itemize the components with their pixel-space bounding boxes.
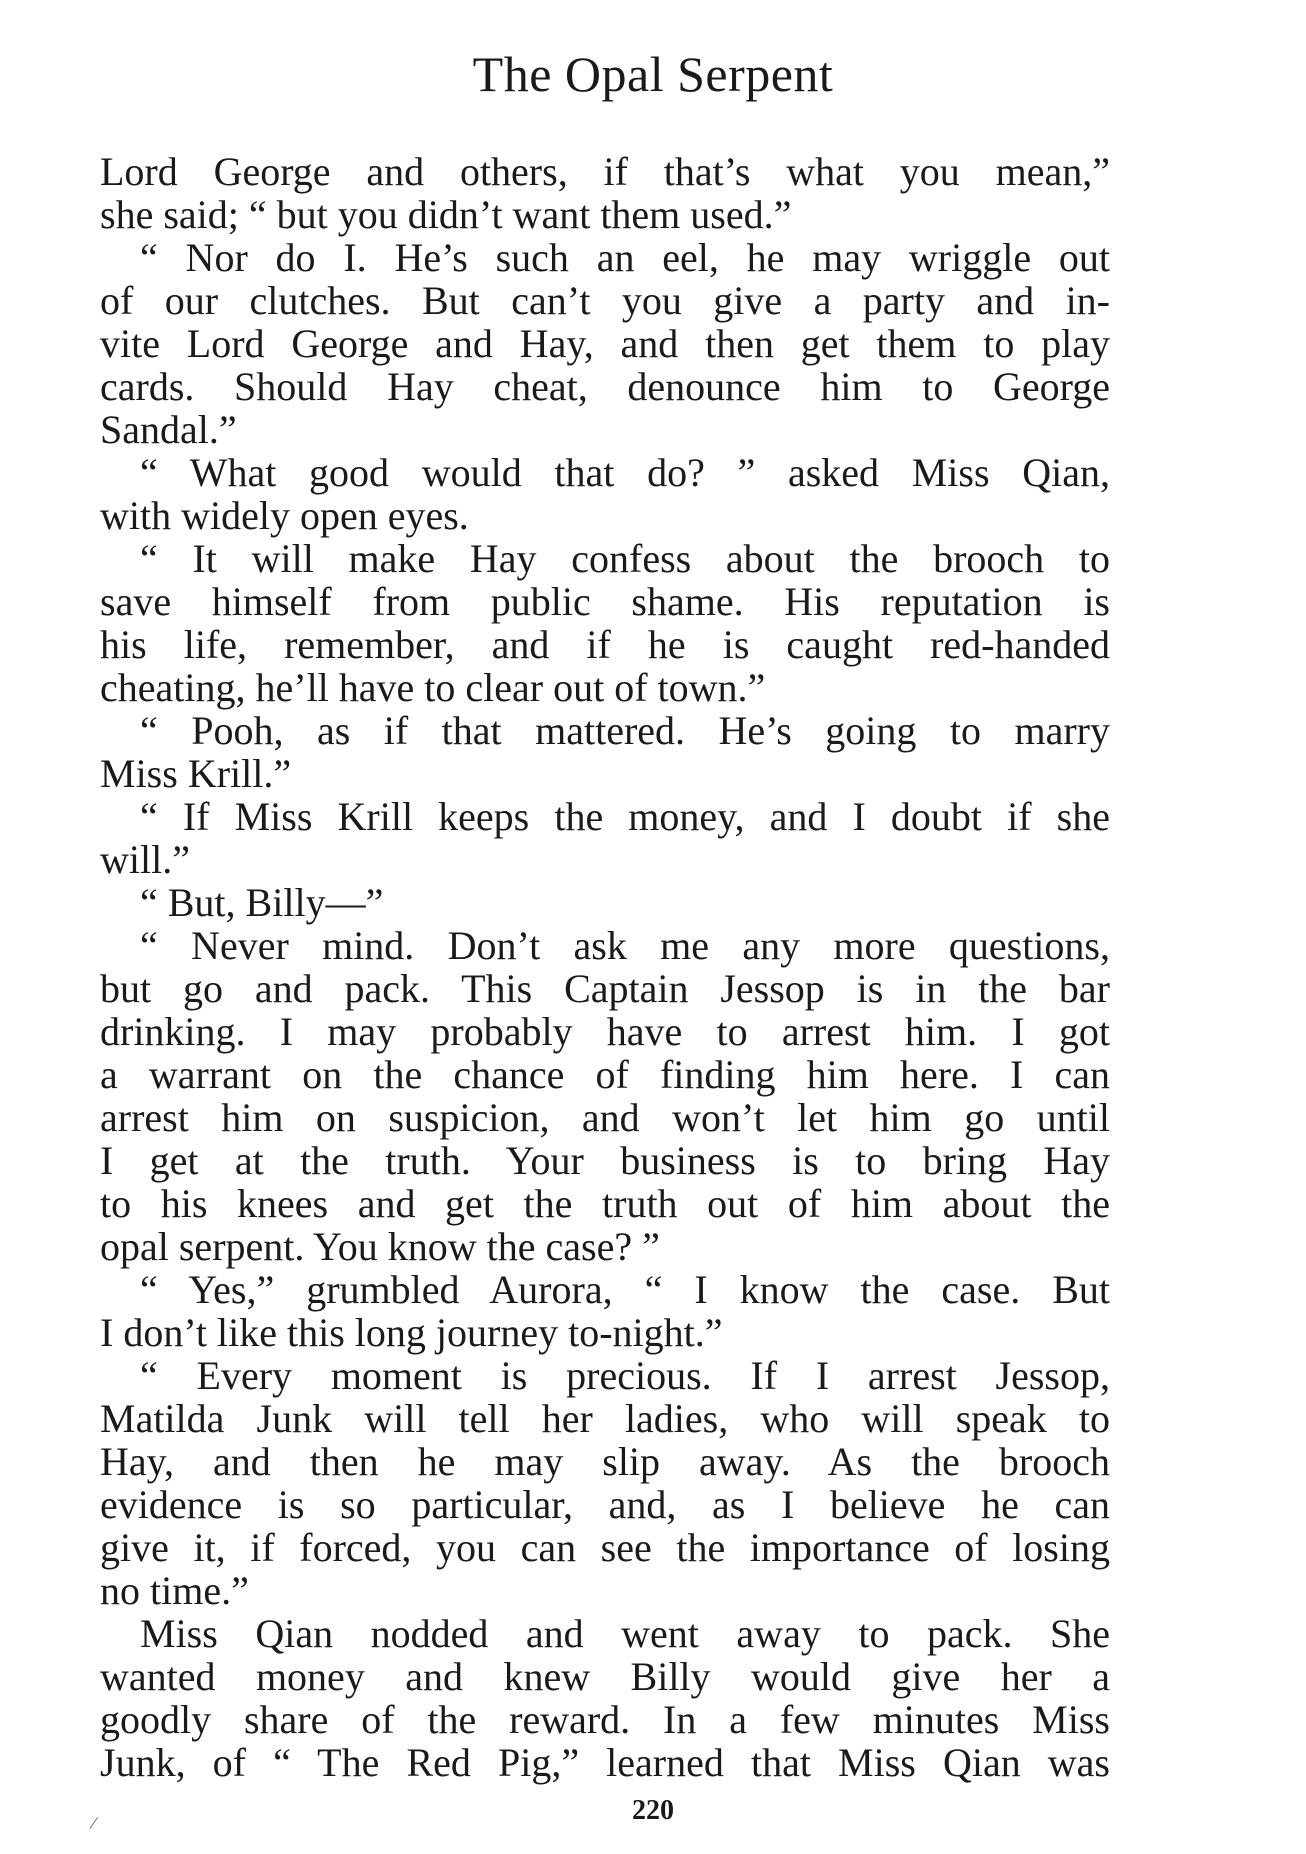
text-line: Junk, of “ The Red Pig,” learned that Miss Qian was (100, 1740, 1110, 1785)
text-line: drinking. I may probably have to arrest him. I got (100, 1009, 1110, 1054)
page-number: 220 (632, 1795, 674, 1826)
text-line: give it, if forced, you can see the importance of losing (100, 1525, 1110, 1570)
text-line: I get at the truth. Your business is to bring Hay (100, 1138, 1110, 1183)
text-line: a warrant on the chance of finding him here. I can (100, 1052, 1110, 1097)
text-line: Lord George and others, if that’s what you mean,” (100, 149, 1110, 194)
text-line: Miss Qian nodded and went away to pack. She (140, 1611, 1110, 1656)
text-line: Miss Krill.” (100, 751, 292, 796)
text-line: to his knees and get the truth out of him about the (100, 1181, 1110, 1226)
text-line: Hay, and then he may slip away. As the brooch (100, 1439, 1110, 1484)
text-line: but go and pack. This Captain Jessop is in the bar (100, 966, 1110, 1011)
text-line: “ If Miss Krill keeps the money, and I doubt if she (140, 794, 1110, 839)
text-line: will.” (100, 837, 190, 882)
text-line: evidence is so particular, and, as I believe he can (100, 1482, 1110, 1527)
text-line: “ Yes,” grumbled Aurora, “ I know the case. But (140, 1267, 1110, 1312)
text-line: cards. Should Hay cheat, denounce him to George (100, 364, 1110, 409)
text-line: I don’t like this long journey to-night.” (100, 1310, 723, 1355)
text-line: arrest him on suspicion, and won’t let him go until (100, 1095, 1110, 1140)
text-line: she said; “ but you didn’t want them used.” (100, 192, 792, 237)
text-line: of our clutches. But can’t you give a party and in- (100, 278, 1110, 323)
text-line: “ But, Billy—” (140, 880, 384, 925)
text-line: “ It will make Hay confess about the brooch to (140, 536, 1110, 581)
text-line: Sandal.” (100, 407, 237, 452)
text-line: wanted money and knew Billy would give her a (100, 1654, 1110, 1699)
text-line: “ Pooh, as if that mattered. He’s going to marry (140, 708, 1110, 753)
text-line: save himself from public shame. His reputation is (100, 579, 1110, 624)
text-line: goodly share of the reward. In a few minutes Miss (100, 1697, 1110, 1742)
text-line: opal serpent. You know the case? ” (100, 1224, 660, 1269)
text-line: no time.” (100, 1568, 249, 1613)
text-line: “ What good would that do? ” asked Miss Qian, (140, 450, 1110, 495)
text-line: “ Never mind. Don’t ask me any more questions, (140, 923, 1110, 968)
text-line: “ Nor do I. He’s such an eel, he may wriggle out (140, 235, 1110, 280)
body-text (100, 150, 1110, 1784)
text-line: his life, remember, and if he is caught red-handed (100, 622, 1110, 667)
text-line: cheating, he’ll have to clear out of town.” (100, 665, 766, 710)
text-line: “ Every moment is precious. If I arrest Jessop, (140, 1353, 1110, 1398)
text-line: Matilda Junk will tell her ladies, who will speak to (100, 1396, 1110, 1441)
text-line: with widely open eyes. (100, 493, 469, 538)
running-head-title: The Opal Serpent (472, 46, 834, 102)
text-line: vite Lord George and Hay, and then get them to play (100, 321, 1110, 366)
